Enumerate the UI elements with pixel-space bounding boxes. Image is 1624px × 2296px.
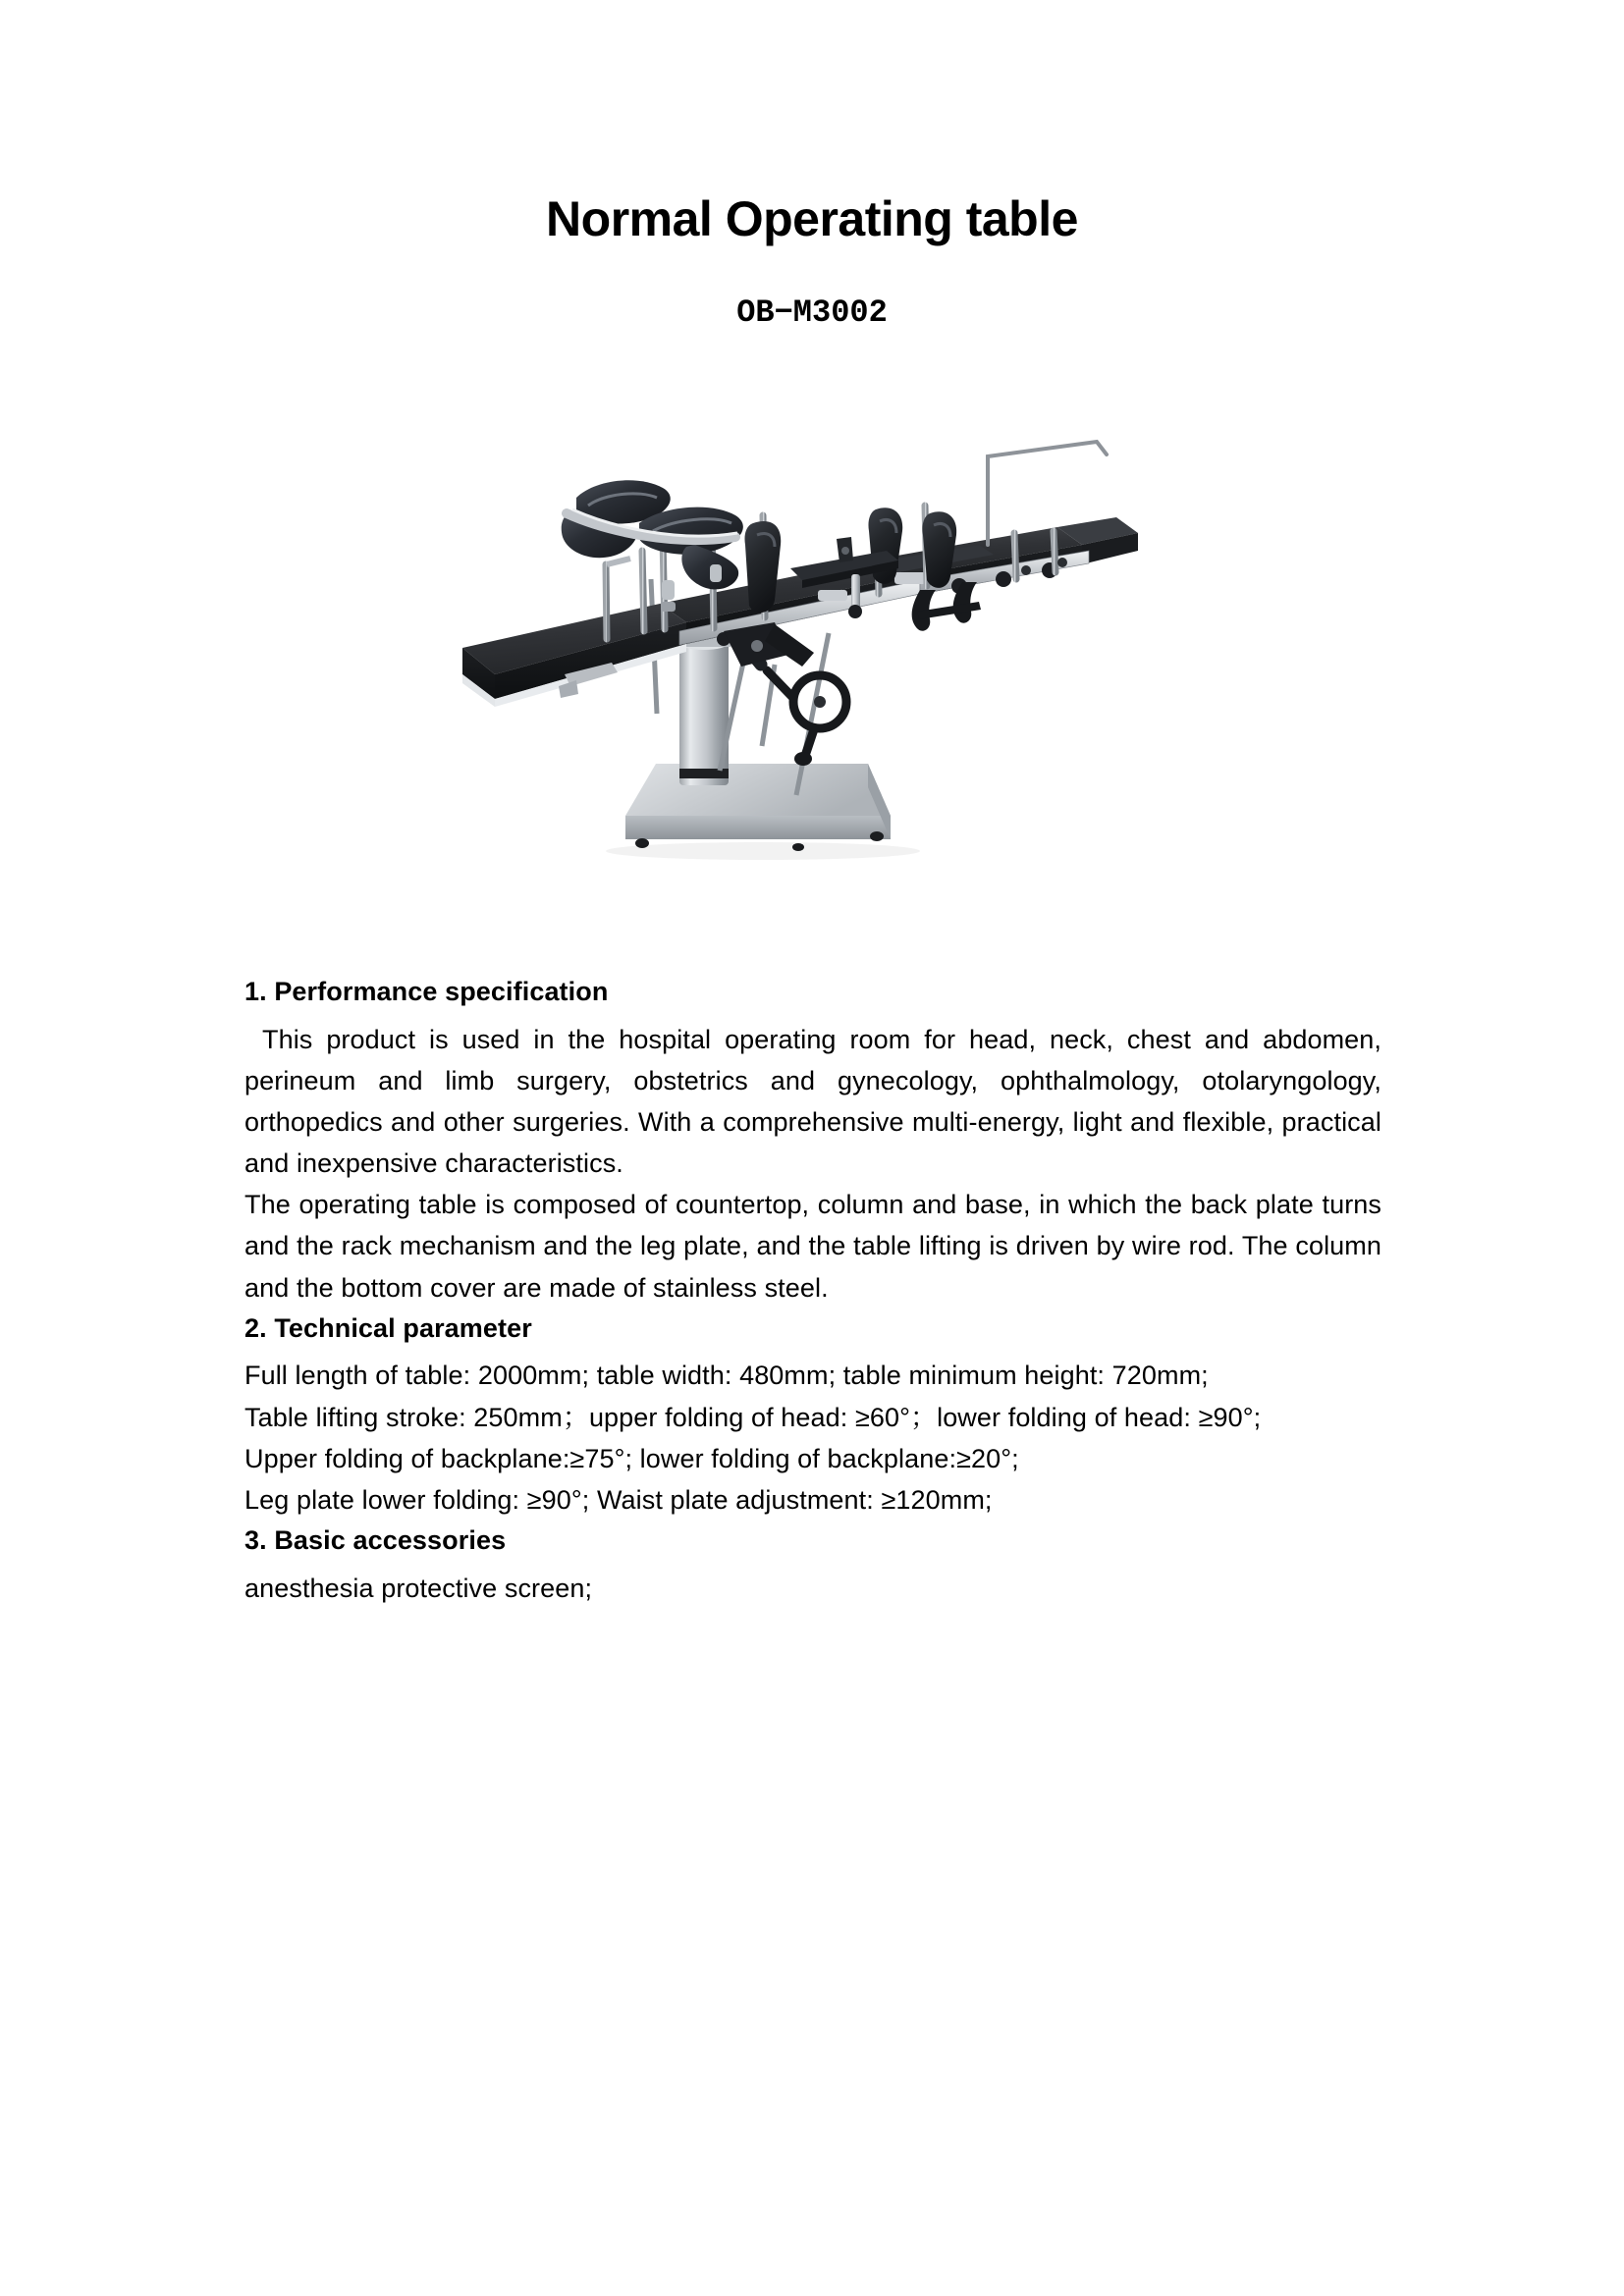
heading-technical-parameter: 2. Technical parameter — [244, 1312, 532, 1343]
paragraph-technical-3: Upper folding of backplane:≥75°; lower folding of backplane:≥20°; — [244, 1443, 1019, 1473]
paragraph-performance-1: This product is used in the hospital operating room for head, neck, chest and abdomen, perineum and limb surgery, obstetrics and gynecology, ophthalmology, otolaryngology, orthopedics and other surgeries. With a comprehensive multi-energy, light and flexible, practical and inexpensive characteristics. — [244, 1024, 1381, 1179]
heading-performance-specification: 1. Performance specification — [244, 977, 609, 1006]
product-image — [429, 407, 1205, 918]
paragraph-performance-2: The operating table is composed of countertop, column and base, in which the back plate turns and the rack mechanism and the leg plate, and the table lifting is driven by wire rod. The column and the bottom cover are made of stainless steel. — [244, 1190, 1381, 1303]
model-number: OB−M3002 — [736, 294, 888, 331]
paragraph-technical-1: Full length of table: 2000mm; table width: 480mm; table minimum height: 720mm; — [244, 1361, 1209, 1391]
paragraph-technical-4: Leg plate lower folding: ≥90°; Waist plate adjustment: ≥120mm; — [244, 1484, 993, 1515]
table-column — [674, 631, 734, 785]
page-title: Normal Operating table — [546, 191, 1078, 246]
heading-basic-accessories: 3. Basic accessories — [244, 1524, 507, 1555]
table-base — [625, 764, 891, 851]
document-body — [244, 972, 1381, 1609]
paragraph-technical-2: Table lifting stroke: 250mm；upper folding of head: ≥60°；lower folding of head: ≥90°; — [244, 1402, 1262, 1432]
paragraph-accessories-1: anesthesia protective screen; — [244, 1573, 593, 1603]
